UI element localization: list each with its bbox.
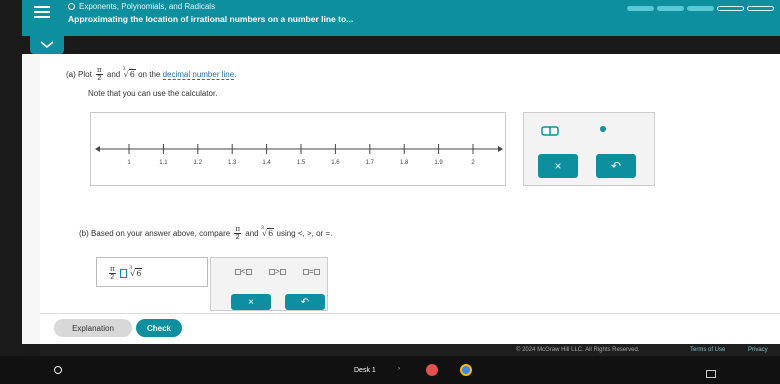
equals-button[interactable]: = <box>303 267 320 276</box>
app-icon[interactable] <box>426 364 438 376</box>
copyright-text: © 2024 McGraw Hill LLC. All Rights Reserved. <box>516 347 640 353</box>
tick-label: 1.9 <box>434 160 443 166</box>
graph-tools <box>523 112 655 186</box>
less-than-button[interactable]: < <box>235 267 252 276</box>
launcher-icon[interactable] <box>54 366 62 374</box>
number-line-svg[interactable] <box>91 113 507 187</box>
top-header <box>22 0 780 36</box>
point-tool-icon[interactable] <box>600 126 606 132</box>
tick-label: 1.4 <box>262 160 271 166</box>
breadcrumb: Exponents, Polynomials, and Radicals <box>68 2 215 11</box>
pi-over-2: $\frac{\pi}{2}$ <box>235 225 241 242</box>
chevron-down-icon <box>30 36 64 54</box>
collapse-tab[interactable] <box>30 36 64 54</box>
taskbar <box>0 356 780 384</box>
clear-button[interactable]: × <box>231 294 271 310</box>
progress-segment <box>717 6 744 11</box>
undo-button[interactable]: ↶ <box>285 294 325 310</box>
cube-root-6: $^3$√6 <box>122 66 135 79</box>
cube-root-6: $^3$√6 <box>260 225 274 238</box>
decimal-number-line-link[interactable]: decimal number line <box>162 70 235 79</box>
progress-segment <box>627 6 654 11</box>
symbol-palette <box>210 257 328 311</box>
cube-root-6: $^3$√6 <box>129 265 142 278</box>
chrome-icon[interactable] <box>460 364 472 376</box>
progress-segment <box>687 6 714 11</box>
clear-button[interactable]: × <box>538 154 578 178</box>
tick-label: 1.7 <box>365 160 374 166</box>
tick-label: 1.8 <box>400 160 409 166</box>
tick-label: 1 <box>127 160 131 166</box>
circle-icon <box>68 3 75 10</box>
chevron-right-icon: › <box>398 366 400 372</box>
part-a-prompt: (a) Plot $\frac{\pi}{2}$ and $^3$√6 on the decimal number line. <box>66 66 237 83</box>
part-b-prompt: (b) Based on your answer above, compare $\frac{\pi}{2}$ and $^3$√6 using <, >, or =. <box>79 225 333 242</box>
progress-segment <box>657 6 684 11</box>
footer <box>40 344 780 356</box>
desk-switcher[interactable]: Desk 1 <box>354 367 376 374</box>
privacy-link[interactable]: Privacy <box>748 347 768 353</box>
check-button[interactable]: Check <box>136 319 182 337</box>
tick-label: 1.1 <box>159 160 168 166</box>
number-line-graph[interactable] <box>90 112 506 186</box>
undo-button[interactable]: ↶ <box>596 154 636 178</box>
pi-over-2: $\frac{\pi}{2}$ <box>110 265 115 282</box>
pi-over-2: $\frac{\pi}{2}$ <box>97 66 102 83</box>
progress-indicator <box>627 6 774 11</box>
comparison-answer <box>96 257 208 287</box>
tick-label: 1.6 <box>331 160 340 166</box>
comparison-blank-input[interactable] <box>120 269 127 278</box>
tray-icon[interactable] <box>706 370 716 378</box>
explanation-button[interactable]: Explanation <box>54 319 132 337</box>
terms-link[interactable]: Terms of Use <box>690 347 726 353</box>
greater-than-button[interactable]: > <box>269 267 286 276</box>
calculator-note: Note that you can use the calculator. <box>88 89 218 98</box>
screen-bezel <box>0 0 22 384</box>
tick-label: 2 <box>471 160 475 166</box>
progress-segment <box>747 6 774 11</box>
page-title: Approximating the location of irrational numbers on a number line to... <box>68 14 354 24</box>
eraser-icon[interactable] <box>540 123 562 139</box>
tick-label: 1.5 <box>296 160 306 166</box>
menu-icon[interactable] <box>34 6 50 18</box>
tick-label: 1.2 <box>193 160 202 166</box>
tick-label: 1.3 <box>228 160 237 166</box>
action-bar <box>40 313 780 344</box>
